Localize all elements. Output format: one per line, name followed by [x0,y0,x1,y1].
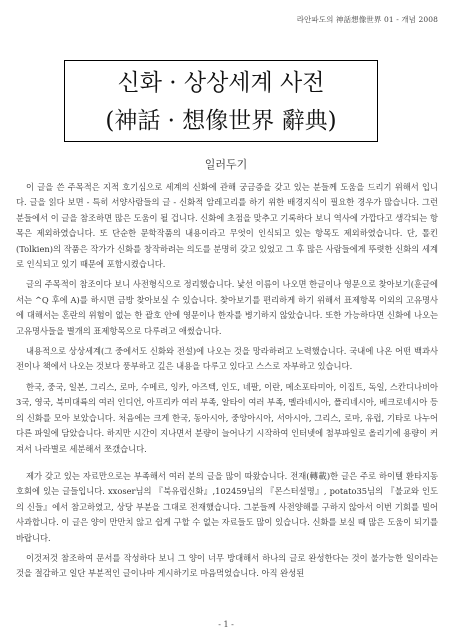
page-number: - 1 - [218,620,234,629]
paragraph-status: 이것저것 참조하여 문서를 작성하다 보니 그 양이 너무 방대해서 하나의 글로 완성한다는 것이 불가능한 일이라는 것을 절감하고 일단 부분적인 글이나마 게시하기로 마음먹었습니다. 아직 완성된 [16,552,438,579]
paragraph-purpose: 이 글을 쓴 주목적은 지적 호기심으로 세계의 신화에 관해 궁금증을 갖고 있는 분들께 도움을 드리기 위해서 입니다. 글을 읽다 보면 - 특히 서양사람들의 글 - 신화적 암레고리를 하기 위한 배경지식이 필요한 경우가 많습니다. 그런 분들에서 이 글을 참조하면 많은 도움이 될 겁니다. 신화에 초점을 맞추고 기록하다 보니 역사에 가깝다고 생각되는 항목은 제외하였습니다. 또 단순한 문학작품의 내용이라고 무엇이 인식되고 있는 항목도 제외하였습니다. 단, 톨킨(Tolkien)의 작품은 작가가 신화를 창작하려는 의도를 분명히 갖고 있었고 그 후 많은 사람들에게 뚜렷한 신화의 세계로 인식되고 있기 때문에 포함시켰습니다. [16,182,438,270]
paragraph-scope: 내용적으로 상상세계(그 중에서도 신화와 전설)에 나오는 것을 망라하려고 노력했습니다. 국내에 나온 어떤 백과사전이나 책에서 나오는 것보다 풍부하고 깊은 내용을 다루고 있다고 스스로 자부하고 있습니다. [16,346,438,372]
paragraph-regions: 한국, 중국, 일본, 그리스, 로마, 수메르, 잉카, 아즈텍, 인도, 네팔, 이란, 메소포타미아, 이집트, 독일, 스칸디나비아 3국, 영국, 북미대륙의 여러 인디언, 아프리카 여러 부족, 알타이 여러 부족, 멜라네시아, 폴리네시아, 베크로네시아 등의 신화를 모아 보았습니다. 처음에는 크게 한국, 동아시아, 중앙아시아, 서아시아, 그리스, 로마, 유럽, 기타로 나누어 다른 파일에 담았습니다. 하지만 시간이 지나면서 분량이 늘어나기 시작하여 인터넷에 첨부파일로 올리기에 용량이 커져서 나라별로 세분해서 쪼갰습니다. [16,381,438,454]
body-text [16,180,438,587]
title-korean: 신화 · 상상세계 사전 [117,70,325,96]
title-box [64,60,378,142]
title-hanja: (神話 · 想像世界 辭典) [105,108,337,134]
paragraph-sources: 제가 갖고 있는 자료만으로는 부족해서 여러 분의 글을 많이 따왔습니다. 전재(轉載)한 글은 주로 하이텔 환타지동호회에 있는 글들입니다. xxoser님의 『북유럽신화』,102459님의 『몬스터설명』, potato35님의 『불교와 인도의 신들』에서 참고하였고, 상당 부분을 그대로 전재했습니다. 그분들께 사전양해를 구하지 않아서 이번 기회를 빌어 사과합니다. 이 글은 양이 만만치 않고 쉽게 구할 수 없는 자료들도 많이 있습니다. 신화를 보실 때 많은 도움이 되기를 바랍니다. [16,470,438,543]
paragraph-format: 글의 주목적이 참조이다 보니 사전형식으로 정리했습니다. 낯선 이름이 나오면 한글이나 영문으로 찾아보기(훈글에서는 ^Q 후에 A)를 하시면 금방 찾아보실 수 있습니다. 찾아보기를 편리하게 하기 위해서 표제항목 이외의 고유명사에 대해서는 혼란의 위험이 없는 한 괄호 안에 영문이나 한자를 병기하지 않았습니다. 또한 가능하다면 신화에 나오는 고유명사들을 별개의 표제항목으로 다루려고 애썼습니다. [16,279,438,336]
section-heading: 일러두기 [204,158,248,171]
running-header: 라안파도의 神話想像世界 01 - 개념 2008 [296,15,438,24]
